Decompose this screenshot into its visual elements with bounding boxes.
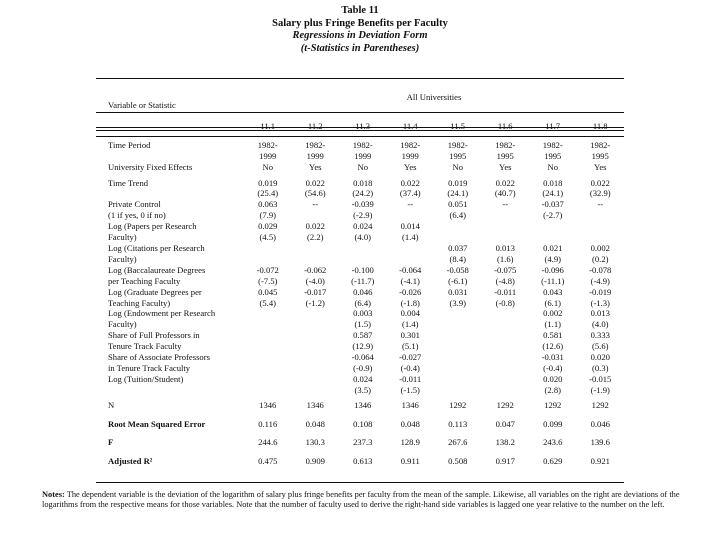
table-cell bbox=[482, 385, 530, 396]
table-row bbox=[96, 298, 624, 309]
table-cell: (2.2) bbox=[307, 232, 324, 243]
table-cell: 0.581 bbox=[543, 330, 563, 341]
table-cell: 130.3 bbox=[305, 437, 325, 448]
column-header: 11.1 bbox=[260, 120, 276, 131]
notes-text: The dependent variable is the deviation of the logarithm of salary plus fringe benefits per faculty from the mean of the sample. Likewise, all variables on the right are deviations of the logarithms from the respective means for those variables. Note that the number of faculty used to derive the right-hand side variables is lagged one year relative to the number on the left. bbox=[42, 490, 680, 510]
table-cell bbox=[482, 308, 530, 319]
table-cell bbox=[434, 385, 482, 396]
table-cell: No bbox=[452, 161, 463, 172]
table-notes bbox=[42, 490, 692, 511]
table-cell: 1982- bbox=[495, 139, 516, 150]
table-cell: -0.027 bbox=[399, 352, 422, 363]
row-label: Log (Papers per Research bbox=[108, 221, 197, 232]
table-cell bbox=[244, 341, 292, 352]
table-cell: -0.078 bbox=[589, 264, 612, 275]
table-row bbox=[96, 243, 624, 254]
column-header: 11.3 bbox=[355, 120, 371, 131]
table-cell: (-0.4) bbox=[400, 362, 420, 373]
table-cell: No bbox=[262, 161, 273, 172]
table-cell bbox=[292, 374, 340, 385]
table-cell bbox=[434, 363, 482, 374]
row-label: Teaching Faculty) bbox=[108, 297, 171, 308]
table-row bbox=[96, 374, 624, 385]
table-cell: 0.045 bbox=[258, 286, 278, 297]
table-cell: 1292 bbox=[544, 399, 562, 410]
table-cell bbox=[434, 352, 482, 363]
table-cell: 244.6 bbox=[258, 437, 278, 448]
table-cell: (7.9) bbox=[259, 210, 276, 221]
table-row bbox=[96, 151, 624, 162]
table-cell: 1995 bbox=[591, 150, 609, 161]
table-cell: 1999 bbox=[259, 150, 277, 161]
table-title-block bbox=[0, 5, 720, 55]
table-cell: (-6.1) bbox=[448, 275, 468, 286]
table-cell: (54.6) bbox=[304, 188, 326, 199]
row-label: Share of Full Professors in bbox=[108, 330, 200, 341]
table-cell: 1292 bbox=[449, 399, 467, 410]
table-cell: Yes bbox=[403, 161, 417, 172]
table-cell: (3.5) bbox=[354, 384, 371, 395]
table-row bbox=[96, 448, 624, 467]
table-cell: 0.020 bbox=[590, 352, 610, 363]
table-cell: 0.063 bbox=[258, 199, 278, 210]
table-row bbox=[96, 276, 624, 287]
table-cell: 0.022 bbox=[495, 177, 515, 188]
table-cell bbox=[482, 352, 530, 363]
column-header: 11.6 bbox=[497, 120, 513, 131]
table-cell: 0.018 bbox=[543, 177, 563, 188]
table-cell: 1982- bbox=[305, 139, 326, 150]
table-cell: 0.021 bbox=[543, 242, 563, 253]
row-label: F bbox=[108, 437, 114, 448]
table-cell bbox=[292, 330, 340, 341]
table-cell: No bbox=[357, 161, 368, 172]
table-cell: 0.029 bbox=[258, 221, 278, 232]
table-cell: 0.909 bbox=[305, 456, 325, 467]
row-label: Faculty) bbox=[108, 319, 137, 330]
table-cell: 1982- bbox=[400, 139, 421, 150]
table-cell: 0.048 bbox=[400, 418, 420, 429]
table-cell: 1982- bbox=[352, 139, 373, 150]
table-cell: (-0.8) bbox=[495, 297, 515, 308]
row-label: Log (Citations per Research bbox=[108, 242, 205, 253]
table-subtitle: Regressions in Deviation Form bbox=[292, 30, 428, 41]
column-header: 11.4 bbox=[402, 120, 418, 131]
table-cell: (32.9) bbox=[589, 188, 611, 199]
table-cell: 0.917 bbox=[495, 456, 515, 467]
table-cell: -0.019 bbox=[589, 286, 612, 297]
table-cell: 1292 bbox=[591, 399, 609, 410]
table-cell: (6.1) bbox=[544, 297, 561, 308]
table-cell: 1982- bbox=[542, 139, 563, 150]
table-row bbox=[96, 330, 624, 341]
table-cell: 0.037 bbox=[448, 242, 468, 253]
table-cell: (4.0) bbox=[592, 319, 609, 330]
table-row bbox=[96, 319, 624, 330]
table-cell: -0.072 bbox=[256, 264, 279, 275]
table-cell: (1.1) bbox=[544, 319, 561, 330]
table-cell: 1999 bbox=[306, 150, 324, 161]
table-cell: -- bbox=[407, 199, 414, 210]
table-cell: 128.9 bbox=[400, 437, 420, 448]
table-cell: -0.015 bbox=[589, 373, 612, 384]
column-header: 11.2 bbox=[307, 120, 323, 131]
table-cell: (-1.8) bbox=[400, 297, 420, 308]
table-cell: 243.6 bbox=[543, 437, 563, 448]
table-cell: 0.047 bbox=[495, 418, 515, 429]
table-cell bbox=[434, 341, 482, 352]
row-label: Faculty) bbox=[108, 232, 137, 243]
table-cell: 0.911 bbox=[400, 456, 420, 467]
table-cell: 0.024 bbox=[353, 221, 373, 232]
table-cell: (-7.5) bbox=[258, 275, 278, 286]
table-cell: -0.100 bbox=[351, 264, 374, 275]
table-row bbox=[96, 232, 624, 243]
table-cell bbox=[244, 330, 292, 341]
table-cell: 0.018 bbox=[353, 177, 373, 188]
table-cell: 267.6 bbox=[448, 437, 468, 448]
column-header: 11.5 bbox=[450, 120, 466, 131]
table-cell: (5.6) bbox=[592, 341, 609, 352]
table-cell: (12.9) bbox=[352, 341, 374, 352]
column-header: 11.8 bbox=[592, 120, 608, 131]
bottom-rule bbox=[96, 482, 624, 483]
table-cell bbox=[244, 308, 292, 319]
table-cell: (5.4) bbox=[259, 297, 276, 308]
table-cell: -0.075 bbox=[494, 264, 517, 275]
table-cell bbox=[292, 243, 340, 254]
table-cell: (3.9) bbox=[449, 297, 466, 308]
table-cell: 0.046 bbox=[590, 418, 610, 429]
table-cell bbox=[292, 308, 340, 319]
table-cell: (-1.3) bbox=[590, 297, 610, 308]
table-cell: 0.022 bbox=[400, 177, 420, 188]
table-cell: -0.017 bbox=[304, 286, 327, 297]
table-cell bbox=[292, 352, 340, 363]
row-label: Log (Graduate Degrees per bbox=[108, 286, 202, 297]
table-cell: -0.039 bbox=[351, 199, 374, 210]
table-cell: 0.002 bbox=[590, 242, 610, 253]
table-cell: (24.1) bbox=[542, 188, 564, 199]
table-cell: 0.022 bbox=[305, 177, 325, 188]
table-row bbox=[96, 173, 624, 189]
table-cell: (4.5) bbox=[259, 232, 276, 243]
header-row-columns bbox=[96, 111, 624, 132]
table-cell: (6.4) bbox=[449, 210, 466, 221]
table-cell: 0.004 bbox=[400, 308, 420, 319]
table-row bbox=[96, 265, 624, 276]
table-cell: 1346 bbox=[401, 399, 419, 410]
table-cell: 0.113 bbox=[448, 418, 468, 429]
header-row-group bbox=[96, 84, 624, 111]
table-cell bbox=[292, 254, 340, 265]
table-cell: 0.002 bbox=[543, 308, 563, 319]
table-cell: (8.4) bbox=[449, 253, 466, 264]
table-cell: 0.043 bbox=[543, 286, 563, 297]
table-cell bbox=[482, 210, 530, 221]
table-cell: (-1.9) bbox=[590, 384, 610, 395]
table-cell: 0.019 bbox=[448, 177, 468, 188]
table-cell: 1982- bbox=[590, 139, 611, 150]
variable-header: Variable or Statistic bbox=[108, 100, 176, 110]
table-cell: -- bbox=[502, 199, 509, 210]
table-cell: (4.0) bbox=[354, 232, 371, 243]
table-cell: 0.003 bbox=[353, 308, 373, 319]
table-cell: (12.6) bbox=[542, 341, 564, 352]
table-cell: -0.058 bbox=[446, 264, 469, 275]
row-label: per Teaching Faculty bbox=[108, 275, 181, 286]
row-label: (1 if yes, 0 if no) bbox=[108, 210, 166, 221]
table-cell bbox=[482, 341, 530, 352]
table-cell bbox=[244, 385, 292, 396]
table-cell: (5.1) bbox=[402, 341, 419, 352]
row-label bbox=[96, 188, 244, 199]
table-cell: 0.019 bbox=[258, 177, 278, 188]
table-cell bbox=[482, 374, 530, 385]
table-cell: 0.024 bbox=[353, 373, 373, 384]
table-cell bbox=[387, 210, 435, 221]
table-cell: 0.020 bbox=[543, 373, 563, 384]
table-cell: 0.022 bbox=[305, 221, 325, 232]
table-cell: 0.048 bbox=[305, 418, 325, 429]
table-cell bbox=[292, 363, 340, 374]
table-cell: Yes bbox=[593, 161, 607, 172]
table-cell: 0.116 bbox=[258, 418, 278, 429]
table-cell bbox=[434, 330, 482, 341]
regression-table bbox=[96, 84, 624, 467]
table-cell bbox=[292, 210, 340, 221]
regression-table-wrap bbox=[96, 84, 624, 467]
table-cell: (-0.4) bbox=[543, 362, 563, 373]
row-label: Log (Baccalaureate Degrees bbox=[108, 264, 206, 275]
table-cell: (-2.9) bbox=[353, 210, 373, 221]
table-cell: (6.4) bbox=[354, 297, 371, 308]
table-cell: (24.2) bbox=[352, 188, 374, 199]
table-cell bbox=[434, 319, 482, 330]
table-cell bbox=[482, 319, 530, 330]
table-cell: -0.062 bbox=[304, 264, 327, 275]
table-cell bbox=[244, 243, 292, 254]
table-cell: (-4.1) bbox=[400, 275, 420, 286]
table-cell: (0.2) bbox=[592, 253, 609, 264]
table-number: Table 11 bbox=[341, 5, 379, 16]
table-cell bbox=[434, 374, 482, 385]
row-label: Log (Tuition/Student) bbox=[108, 373, 184, 384]
table-row bbox=[96, 287, 624, 298]
table-cell bbox=[577, 221, 625, 232]
table-cell: 1346 bbox=[354, 399, 372, 410]
table-cell: (-4.9) bbox=[590, 275, 610, 286]
table-cell: 237.3 bbox=[353, 437, 373, 448]
row-label: University Fixed Effects bbox=[108, 161, 193, 172]
table-row bbox=[96, 254, 624, 265]
table-row bbox=[96, 132, 624, 151]
table-cell: 1995 bbox=[449, 150, 467, 161]
table-cell bbox=[577, 232, 625, 243]
table-note-subtitle: (t-Statistics in Parentheses) bbox=[300, 42, 420, 54]
top-rule bbox=[96, 78, 624, 79]
table-cell bbox=[387, 254, 435, 265]
row-label: Time Period bbox=[108, 139, 151, 150]
row-label: in Tenure Track Faculty bbox=[108, 362, 191, 373]
table-cell: (2.8) bbox=[544, 384, 561, 395]
table-cell: 0.508 bbox=[448, 456, 468, 467]
table-cell: -0.031 bbox=[541, 352, 564, 363]
table-cell: (1.4) bbox=[402, 319, 419, 330]
table-cell: No bbox=[547, 161, 558, 172]
table-cell: 0.099 bbox=[543, 418, 563, 429]
table-cell: 0.013 bbox=[590, 308, 610, 319]
table-cell bbox=[577, 210, 625, 221]
table-row bbox=[96, 341, 624, 352]
table-cell: -0.026 bbox=[399, 286, 422, 297]
table-body bbox=[96, 84, 624, 467]
table-cell: 1995 bbox=[496, 150, 514, 161]
table-row bbox=[96, 188, 624, 199]
column-header: 11.7 bbox=[545, 120, 561, 131]
table-cell: 1292 bbox=[496, 399, 514, 410]
table-cell: 0.022 bbox=[590, 177, 610, 188]
table-row bbox=[96, 429, 624, 448]
table-cell bbox=[529, 221, 577, 232]
table-cell: (25.4) bbox=[257, 188, 279, 199]
table-cell: 0.629 bbox=[543, 456, 563, 467]
table-cell: (1.5) bbox=[354, 319, 371, 330]
header-spacer bbox=[96, 111, 244, 132]
table-cell: (-4.8) bbox=[495, 275, 515, 286]
table-cell: 1346 bbox=[259, 399, 277, 410]
row-label: Faculty) bbox=[108, 253, 137, 264]
table-cell: 139.6 bbox=[590, 437, 610, 448]
row-label: Time Trend bbox=[108, 177, 149, 188]
table-cell: 138.2 bbox=[495, 437, 515, 448]
table-cell: (-1.2) bbox=[305, 297, 325, 308]
table-cell bbox=[434, 221, 482, 232]
table-cell bbox=[244, 319, 292, 330]
table-row bbox=[96, 352, 624, 363]
table-cell bbox=[434, 232, 482, 243]
table-cell: (4.9) bbox=[544, 253, 561, 264]
table-cell: (1.6) bbox=[497, 253, 514, 264]
row-label: Private Control bbox=[108, 199, 161, 210]
table-cell bbox=[244, 363, 292, 374]
table-cell: -0.037 bbox=[541, 199, 564, 210]
table-cell: -- bbox=[597, 199, 604, 210]
table-cell: (-0.9) bbox=[353, 362, 373, 373]
table-cell bbox=[292, 341, 340, 352]
table-cell: 0.046 bbox=[353, 286, 373, 297]
table-row bbox=[96, 396, 624, 411]
row-label: Log (Endowment per Research bbox=[108, 308, 216, 319]
table-cell: -- bbox=[312, 199, 319, 210]
table-cell: 0.475 bbox=[258, 456, 278, 467]
table-row bbox=[96, 411, 624, 430]
table-cell bbox=[244, 254, 292, 265]
row-label bbox=[96, 151, 244, 162]
table-cell: -0.011 bbox=[399, 373, 422, 384]
table-cell bbox=[292, 319, 340, 330]
table-cell: -0.096 bbox=[541, 264, 564, 275]
table-cell: 0.301 bbox=[400, 330, 420, 341]
row-label: Share of Associate Professors bbox=[108, 352, 210, 363]
table-cell bbox=[529, 232, 577, 243]
table-cell: (-11.7) bbox=[351, 275, 375, 286]
table-cell: 1982- bbox=[447, 139, 468, 150]
table-row bbox=[96, 385, 624, 396]
table-cell bbox=[292, 385, 340, 396]
table-cell: -0.011 bbox=[494, 286, 517, 297]
table-cell: 0.051 bbox=[448, 199, 468, 210]
table-cell bbox=[244, 374, 292, 385]
row-label: Root Mean Squared Error bbox=[108, 418, 206, 429]
table-cell: (24.1) bbox=[447, 188, 469, 199]
table-cell: (-1.5) bbox=[400, 384, 420, 395]
table-cell bbox=[387, 243, 435, 254]
table-cell: 0.587 bbox=[353, 330, 373, 341]
row-label bbox=[96, 385, 244, 396]
table-cell: Yes bbox=[308, 161, 322, 172]
table-cell: 1999 bbox=[401, 150, 419, 161]
table-cell: (37.4) bbox=[399, 188, 421, 199]
table-row bbox=[96, 221, 624, 232]
table-row bbox=[96, 210, 624, 221]
all-universities-header: All Universities bbox=[406, 92, 462, 102]
table-cell bbox=[434, 308, 482, 319]
table-cell bbox=[482, 232, 530, 243]
notes-label: Notes: bbox=[42, 490, 65, 499]
table-title: Salary plus Fringe Benefits per Faculty bbox=[272, 17, 448, 29]
table-cell bbox=[482, 221, 530, 232]
row-label: N bbox=[108, 399, 115, 410]
row-label: Tenure Track Faculty bbox=[108, 341, 182, 352]
table-row bbox=[96, 308, 624, 319]
table-cell: 0.031 bbox=[448, 286, 468, 297]
row-label: Adjusted R² bbox=[108, 456, 153, 467]
table-cell: 1982- bbox=[257, 139, 278, 150]
table-cell: 0.108 bbox=[353, 418, 373, 429]
table-cell: 0.014 bbox=[400, 221, 420, 232]
table-cell bbox=[339, 243, 387, 254]
table-cell bbox=[482, 363, 530, 374]
table-cell: 0.921 bbox=[590, 456, 610, 467]
table-cell: 0.333 bbox=[590, 330, 610, 341]
table-cell: -0.064 bbox=[351, 352, 374, 363]
table-cell: 0.013 bbox=[495, 242, 515, 253]
table-row bbox=[96, 162, 624, 173]
table-row bbox=[96, 199, 624, 210]
table-cell bbox=[482, 330, 530, 341]
table-cell: Yes bbox=[498, 161, 512, 172]
table-cell: -0.064 bbox=[399, 264, 422, 275]
table-cell: 1999 bbox=[354, 150, 372, 161]
table-cell: 0.613 bbox=[353, 456, 373, 467]
table-cell: (-4.0) bbox=[305, 275, 325, 286]
table-cell bbox=[339, 254, 387, 265]
table-cell: 1346 bbox=[306, 399, 324, 410]
table-cell: (0.3) bbox=[592, 362, 609, 373]
table-cell: (-2.7) bbox=[543, 210, 563, 221]
table-cell bbox=[244, 352, 292, 363]
table-row bbox=[96, 363, 624, 374]
table-cell: 1995 bbox=[544, 150, 562, 161]
table-cell: (40.7) bbox=[494, 188, 516, 199]
table-cell: (-11.1) bbox=[541, 275, 565, 286]
table-cell: (1.4) bbox=[402, 232, 419, 243]
